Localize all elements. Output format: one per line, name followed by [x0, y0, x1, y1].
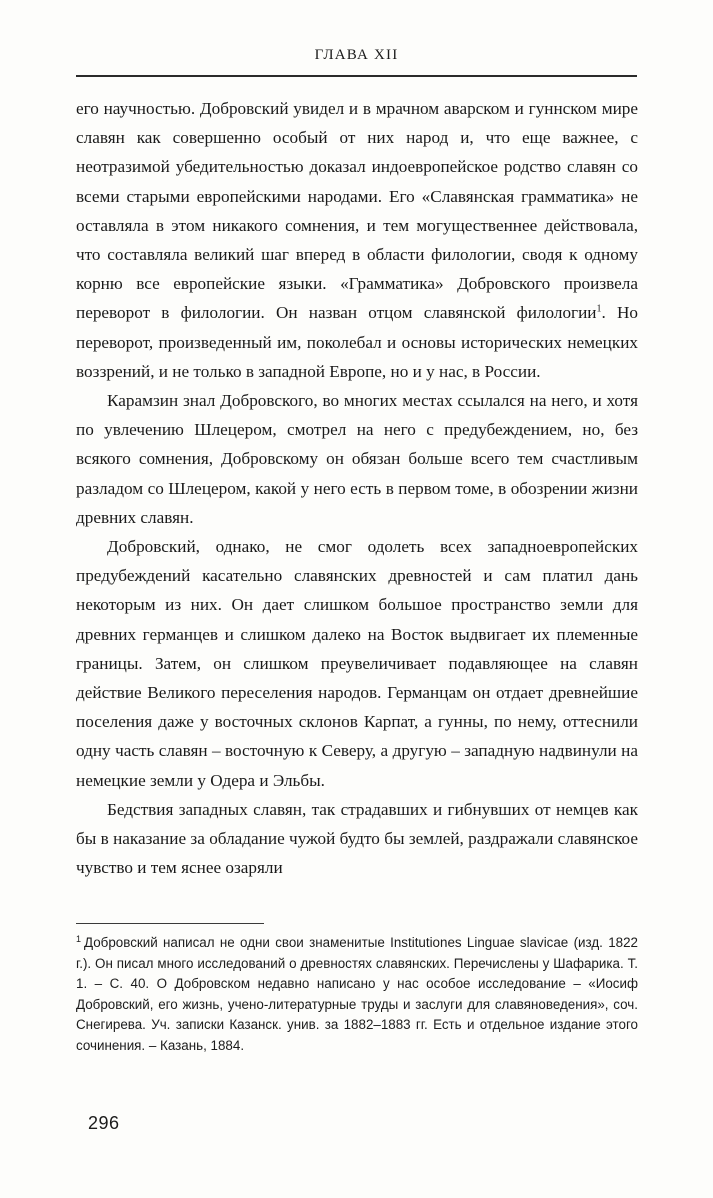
running-head: [75, 46, 638, 64]
page-number: 296: [88, 1113, 120, 1133]
footnote-item: [76, 933, 638, 1057]
running-head-title: ГЛАВА XII: [314, 47, 399, 63]
header-divider: [76, 75, 637, 77]
paragraph-2: Карамзин знал Добровского, во многих местах ссылался на него, и хотя по увлечению Шлецером, смотрел на него с предубеждением, но, без всякого сомнения, Добровскому он обязан больше всего тем счастливым разладом со Шлецером, какой у него есть в первом томе, в обозрении жизни древних славян.: [76, 391, 638, 527]
footnote-marker: 1: [76, 933, 82, 944]
paragraph-3: Добровский, однако, не смог одолеть всех западноевропейских предубеждений касательно славянских древностей и сам платил дань некоторым из них. Он дает слишком большое пространство земли для древних германцев и слишком далеко на Восток выдвигает их племенные границы. Затем, он слишком преувеличивает подавляющее на славян действие Великого переселения народов. Германцам он отдает древнейшие поселения даже у восточных склонов Карпат, а гунны, по нему, оттеснили одну часть славян – восточную к Северу, а другую – западную надвинули на немецкие земли у Одера и Эльбы.: [76, 537, 638, 790]
paragraph-1: [76, 94, 638, 386]
body-text: [76, 94, 638, 882]
footnote-divider: [76, 923, 264, 924]
footnote-reference[interactable]: 1: [596, 303, 602, 315]
paragraph-4: Бедствия западных славян, так страдавших и гибнувших от немцев как бы в наказание за обладание чужой будто бы землей, раздражали славянское чувство и тем яснее озаряли: [76, 799, 638, 878]
paragraph-1-tail: . Но переворот, произведенный им, поколебал и основы исторических немецких воззрений, и не только в западной Европе, но и у нас, в России.: [76, 303, 638, 381]
paragraph-1-text: его научностью. Добровский увидел и в мрачном аварском и гуннском мире славян как совершенно особый от них народ и, что еще важнее, с неотразимой убедительностью доказал индоевропейское родство славян со всеми старыми европейскими народами. Его «Славянская грамматика» не оставляла в этом никакого сомнения, и тем могущественнее действовала, что составляла великий шаг вперед в области филологии, сводя к одному корню все европейские языки. «Грамматика» Добровского произвела переворот в филологии. Он назван отцом славянской филологии: [76, 99, 638, 323]
footnote-text: Добровский написал не одни свои знаменитые Institutiones Linguae slavicae (изд. 1822 г.). Он писал много исследований о древностях славянских. Перечислены у Шафарика. Т. 1. – С. 40. О Добровском недавно написано у нас особое исследование – «Иосиф Добровский, его жизнь, учено-литературные труды и заслуги для славяноведения», соч. Снегирева. Уч. записки Казанск. унив. за 1882–1883 гг. Есть и отдельное издание этого сочинения. – Казань, 1884.: [76, 935, 638, 1053]
footnote-block: [76, 933, 638, 1057]
